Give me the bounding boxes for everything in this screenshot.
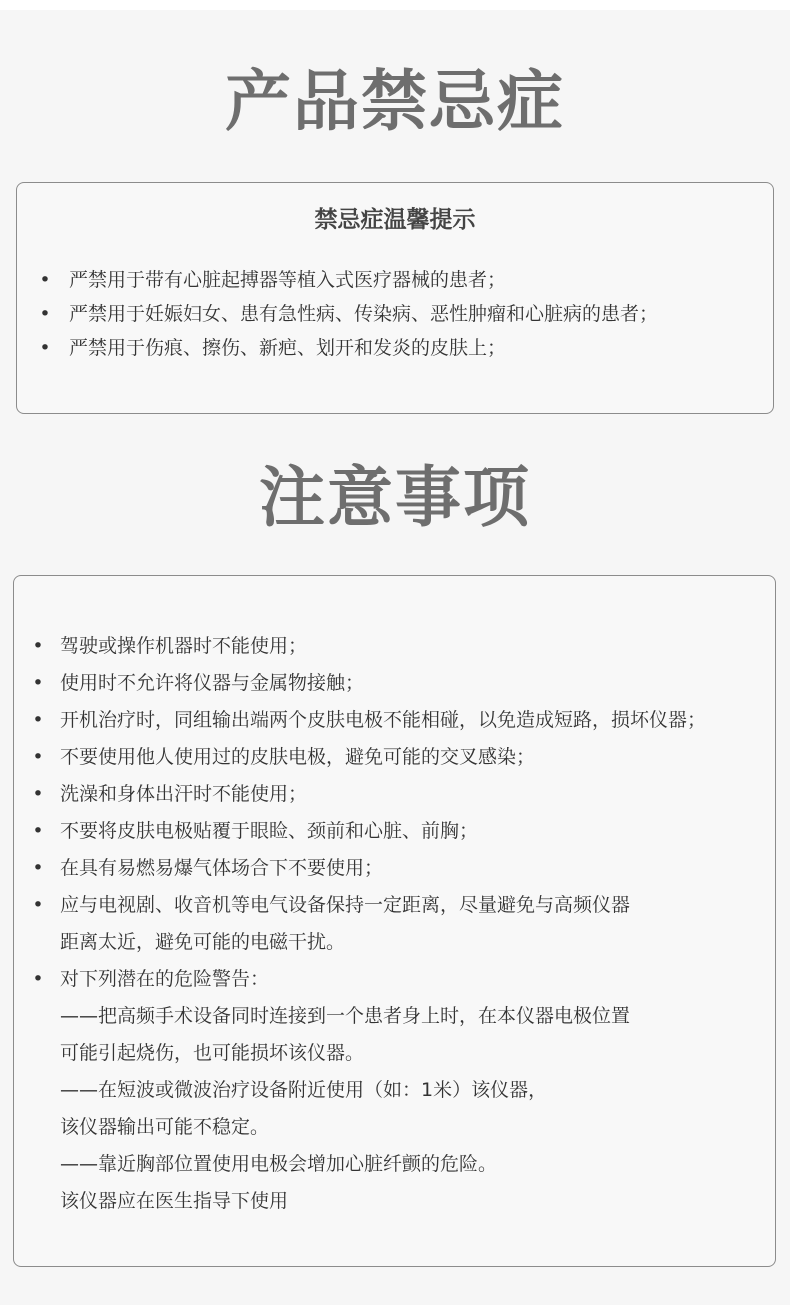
warning-line: 该仪器输出可能不稳定。 xyxy=(60,1116,270,1138)
bullet-icon: • xyxy=(32,783,44,805)
bullet-icon: • xyxy=(32,894,44,916)
list-item: • 使用时不允许将仪器与金属物接触； xyxy=(32,665,706,702)
bullet-icon: • xyxy=(32,672,44,694)
list-item: • 严禁用于妊娠妇女、患有急性病、传染病、恶性肿瘤和心脏病的患者； xyxy=(39,297,658,331)
list-item-continuation: 距离太近，避免可能的电磁干扰。 xyxy=(60,931,346,953)
bullet-icon: • xyxy=(32,820,44,842)
list-item: • 开机治疗时，同组输出端两个皮肤电极不能相碰，以免造成短路，损坏仪器； xyxy=(32,702,706,739)
bullet-icon: • xyxy=(32,968,44,990)
list-item: • 不要使用他人使用过的皮肤电极，避免可能的交叉感染； xyxy=(32,739,706,776)
bullet-icon: • xyxy=(39,303,51,325)
card-title: 禁忌症温馨提示 xyxy=(314,207,476,233)
list-item: • 严禁用于带有心脏起搏器等植入式医疗器械的患者； xyxy=(39,263,658,297)
precautions-list xyxy=(32,628,706,1220)
contraindications-card xyxy=(16,182,774,414)
bullet-icon: • xyxy=(32,857,44,879)
list-item: • 驾驶或操作机器时不能使用； xyxy=(32,628,706,665)
bullet-icon: • xyxy=(32,635,44,657)
precautions-card xyxy=(13,575,776,1267)
list-item: • 对下列潜在的危险警告： xyxy=(32,961,706,998)
list-item: • 严禁用于伤痕、擦伤、新疤、划开和发炎的皮肤上； xyxy=(39,331,658,365)
bullet-icon: • xyxy=(39,269,51,291)
warning-line: 可能引起烧伤，也可能损坏该仪器。 xyxy=(60,1042,365,1064)
heading-contraindications: 产品禁忌症 xyxy=(225,63,565,140)
list-item: • 洗澡和身体出汗时不能使用； xyxy=(32,776,706,813)
warning-line: ——把高频手术设备同时连接到一个患者身上时，在本仪器电极位置 xyxy=(60,1005,631,1027)
bullet-icon: • xyxy=(39,337,51,359)
list-item: • 不要将皮肤电极贴覆于眼睑、颈前和心脏、前胸； xyxy=(32,813,706,850)
top-strip xyxy=(0,0,790,10)
warning-line: ——靠近胸部位置使用电极会增加心脏纤颤的危险。 xyxy=(60,1153,498,1175)
warning-line: 该仪器应在医生指导下使用 xyxy=(60,1190,289,1212)
contraindications-list xyxy=(39,263,658,365)
list-item: • 应与电视剧、收音机等电气设备保持一定距离，尽量避免与高频仪器 xyxy=(32,887,706,924)
bullet-icon: • xyxy=(32,746,44,768)
bullet-icon: • xyxy=(32,709,44,731)
list-item: • 在具有易燃易爆气体场合下不要使用； xyxy=(32,850,706,887)
warning-line: ——在短波或微波治疗设备附近使用（如：1米）该仪器， xyxy=(60,1079,548,1101)
bottom-strip xyxy=(0,1305,790,1315)
heading-precautions: 注意事项 xyxy=(259,459,531,536)
